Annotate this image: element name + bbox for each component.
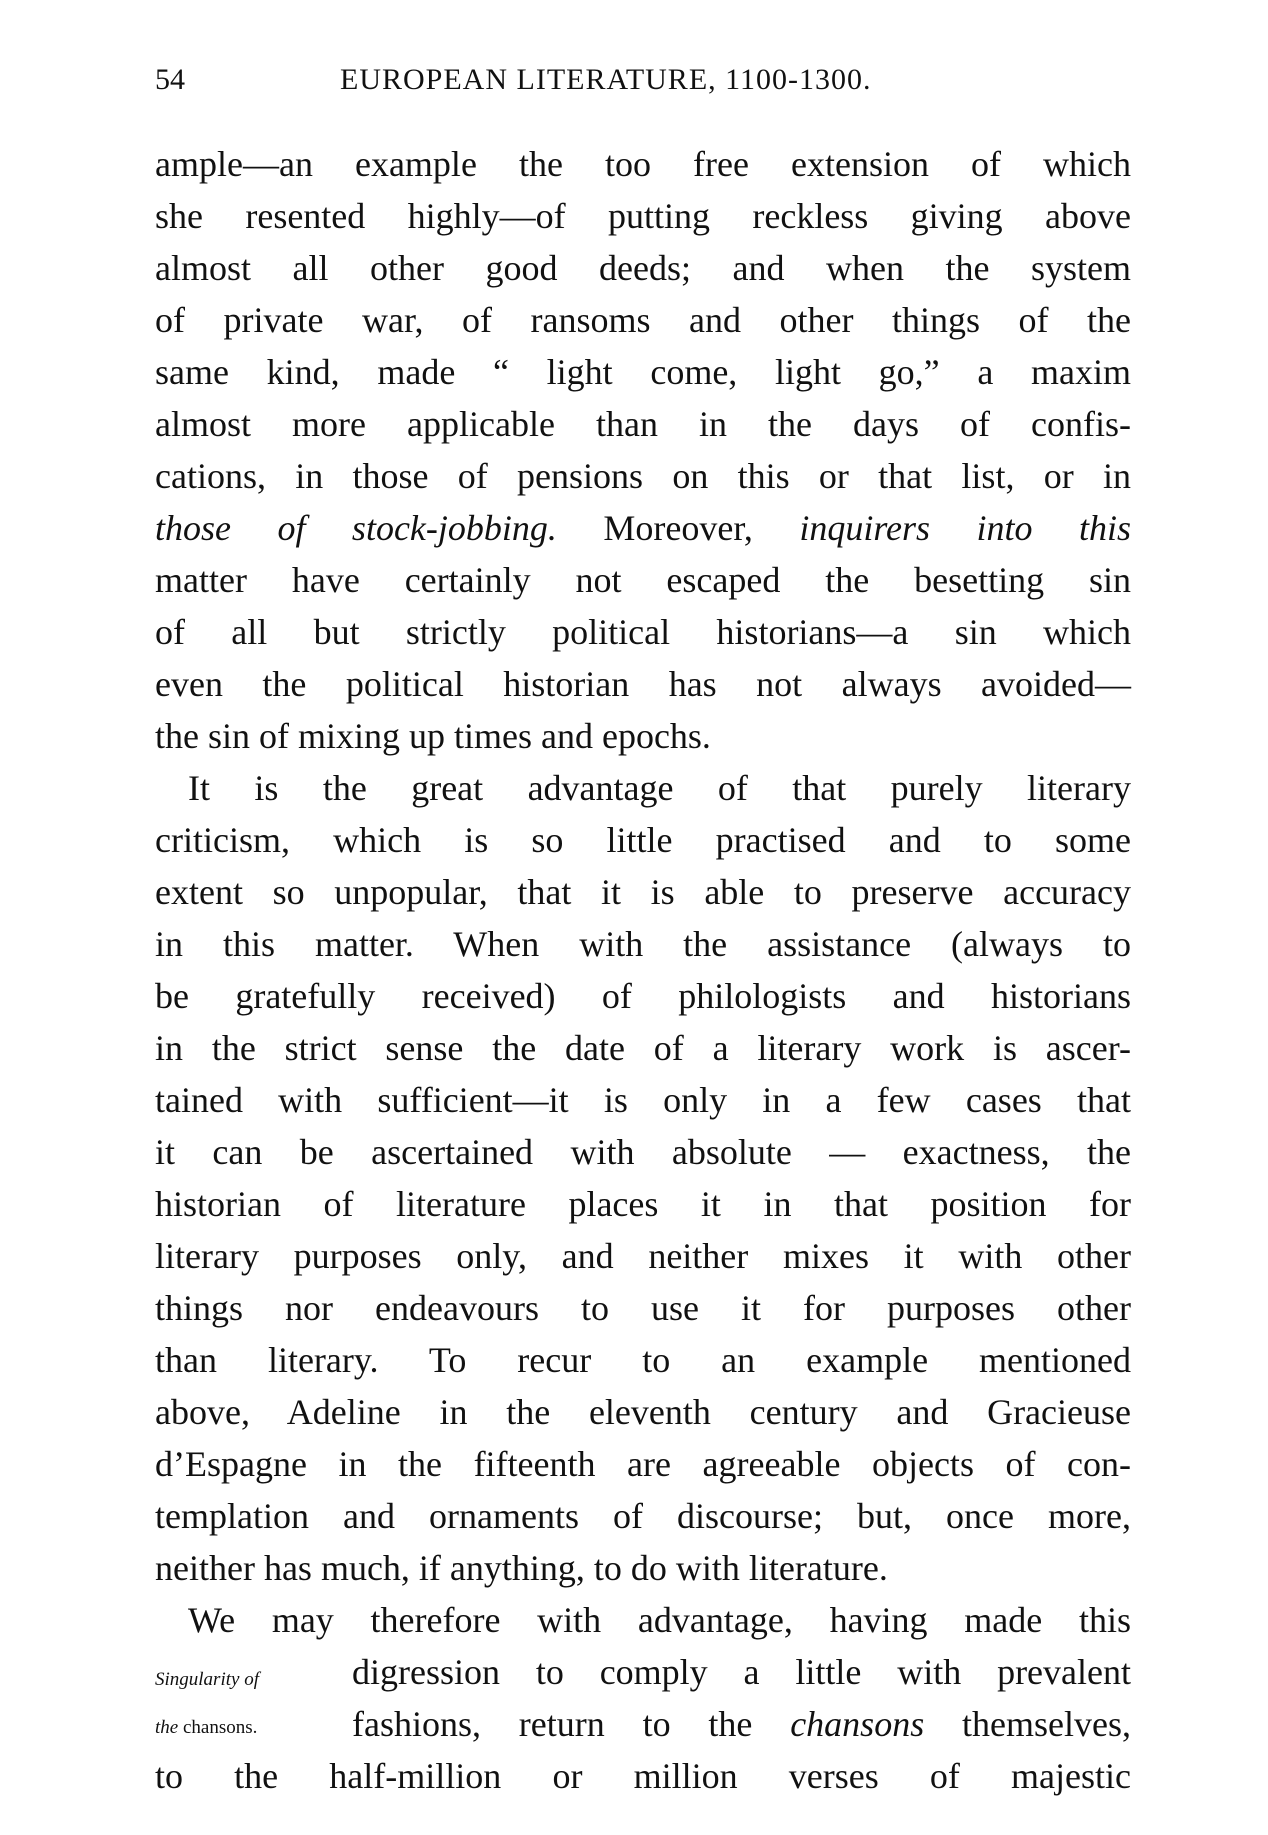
text-segment: neither has much, if anything, to do with literature. — [155, 1548, 888, 1588]
text-line — [155, 814, 1131, 866]
text-segment: almost all other good deeds; and when the system — [155, 248, 1131, 288]
text-line — [155, 1126, 1131, 1178]
text-segment: in the strict sense the date of a literary work is ascer- — [155, 1028, 1131, 1068]
text-segment: be gratefully received) of philologists and historians — [155, 976, 1131, 1016]
text-segment: things nor endeavours to use it for purposes other — [155, 1288, 1131, 1328]
text-line — [155, 1438, 1131, 1490]
text-segment: Moreover, — [556, 508, 800, 548]
side-note — [155, 1668, 259, 1740]
text-line — [155, 1542, 1131, 1594]
text-line — [155, 346, 1131, 398]
text-segment: d’Espagne in the fifteenth are agreeable objects of con- — [155, 1444, 1131, 1484]
text-segment: matter have certainly not escaped the besetting sin — [155, 560, 1131, 600]
text-segment: It is the great advantage of that purely literary — [188, 768, 1131, 808]
text-line — [155, 1750, 1131, 1802]
text-line — [155, 502, 1131, 554]
text-line — [155, 710, 1131, 762]
text-line — [155, 450, 1131, 502]
italic-text: chansons — [790, 1704, 925, 1744]
text-line — [155, 606, 1131, 658]
text-line — [155, 1490, 1131, 1542]
italic-text: inquirers into this — [799, 508, 1131, 548]
text-line — [155, 1074, 1131, 1126]
text-line — [155, 1386, 1131, 1438]
text-line — [155, 138, 1131, 190]
text-line — [155, 1334, 1131, 1386]
side-note-italic: the — [155, 1717, 179, 1738]
text-segment: it can be ascertained with absolute — exactness, the — [155, 1132, 1131, 1172]
text-line — [155, 1178, 1131, 1230]
text-line — [188, 1594, 1131, 1646]
page-number: 54 — [155, 63, 185, 96]
text-segment: of all but strictly political historians—a sin which — [155, 612, 1131, 652]
text-line — [352, 1698, 1131, 1750]
running-title: EUROPEAN LITERATURE, 1100-1300. — [340, 63, 872, 96]
text-line — [188, 762, 1131, 814]
italic-text: those of stock-jobbing. — [155, 508, 557, 548]
text-segment: extent so unpopular, that it is able to preserve accuracy — [155, 872, 1131, 912]
text-segment: same kind, made “ light come, light go,” a maxim — [155, 352, 1131, 392]
side-note-text: chansons. — [178, 1717, 258, 1738]
text-segment: she resented highly—of putting reckless giving above — [155, 196, 1131, 236]
side-note-line: Singularity of — [155, 1669, 259, 1690]
text-segment: templation and ornaments of discourse; but, once more, — [155, 1496, 1131, 1536]
text-segment: We may therefore with advantage, having made this — [188, 1600, 1131, 1640]
text-line — [155, 398, 1131, 450]
text-segment: digression to comply a little with prevalent — [352, 1652, 1131, 1692]
text-line — [155, 1282, 1131, 1334]
text-segment: themselves, — [924, 1704, 1131, 1744]
text-line — [155, 294, 1131, 346]
text-segment: in this matter. When with the assistance (always to — [155, 924, 1131, 964]
text-segment: even the political historian has not always avoided— — [155, 664, 1131, 704]
text-segment: above, Adeline in the eleventh century and Gracieuse — [155, 1392, 1131, 1432]
text-segment: tained with sufficient—it is only in a few cases that — [155, 1080, 1131, 1120]
text-line — [352, 1646, 1131, 1698]
text-segment: than literary. To recur to an example mentioned — [155, 1340, 1131, 1380]
text-segment: criticism, which is so little practised and to some — [155, 820, 1131, 860]
text-segment: fashions, return to the — [352, 1704, 791, 1744]
side-note-line — [155, 1716, 259, 1740]
text-segment: cations, in those of pensions on this or that list, or in — [155, 456, 1131, 496]
text-line — [155, 658, 1131, 710]
text-line — [155, 190, 1131, 242]
text-line — [155, 918, 1131, 970]
text-line — [155, 970, 1131, 1022]
text-segment: literary purposes only, and neither mixes it with other — [155, 1236, 1131, 1276]
text-line — [155, 554, 1131, 606]
text-segment: historian of literature places it in that position for — [155, 1184, 1131, 1224]
text-segment: of private war, of ransoms and other things of the — [155, 300, 1131, 340]
text-line — [155, 242, 1131, 294]
text-line — [155, 866, 1131, 918]
text-segment: to the half-million or million verses of majestic — [155, 1756, 1131, 1796]
text-line — [155, 1022, 1131, 1074]
text-line — [155, 1230, 1131, 1282]
text-segment: almost more applicable than in the days of confis- — [155, 404, 1131, 444]
text-segment: ample—an example the too free extension of which — [155, 144, 1131, 184]
text-segment: the sin of mixing up times and epochs. — [155, 716, 711, 756]
